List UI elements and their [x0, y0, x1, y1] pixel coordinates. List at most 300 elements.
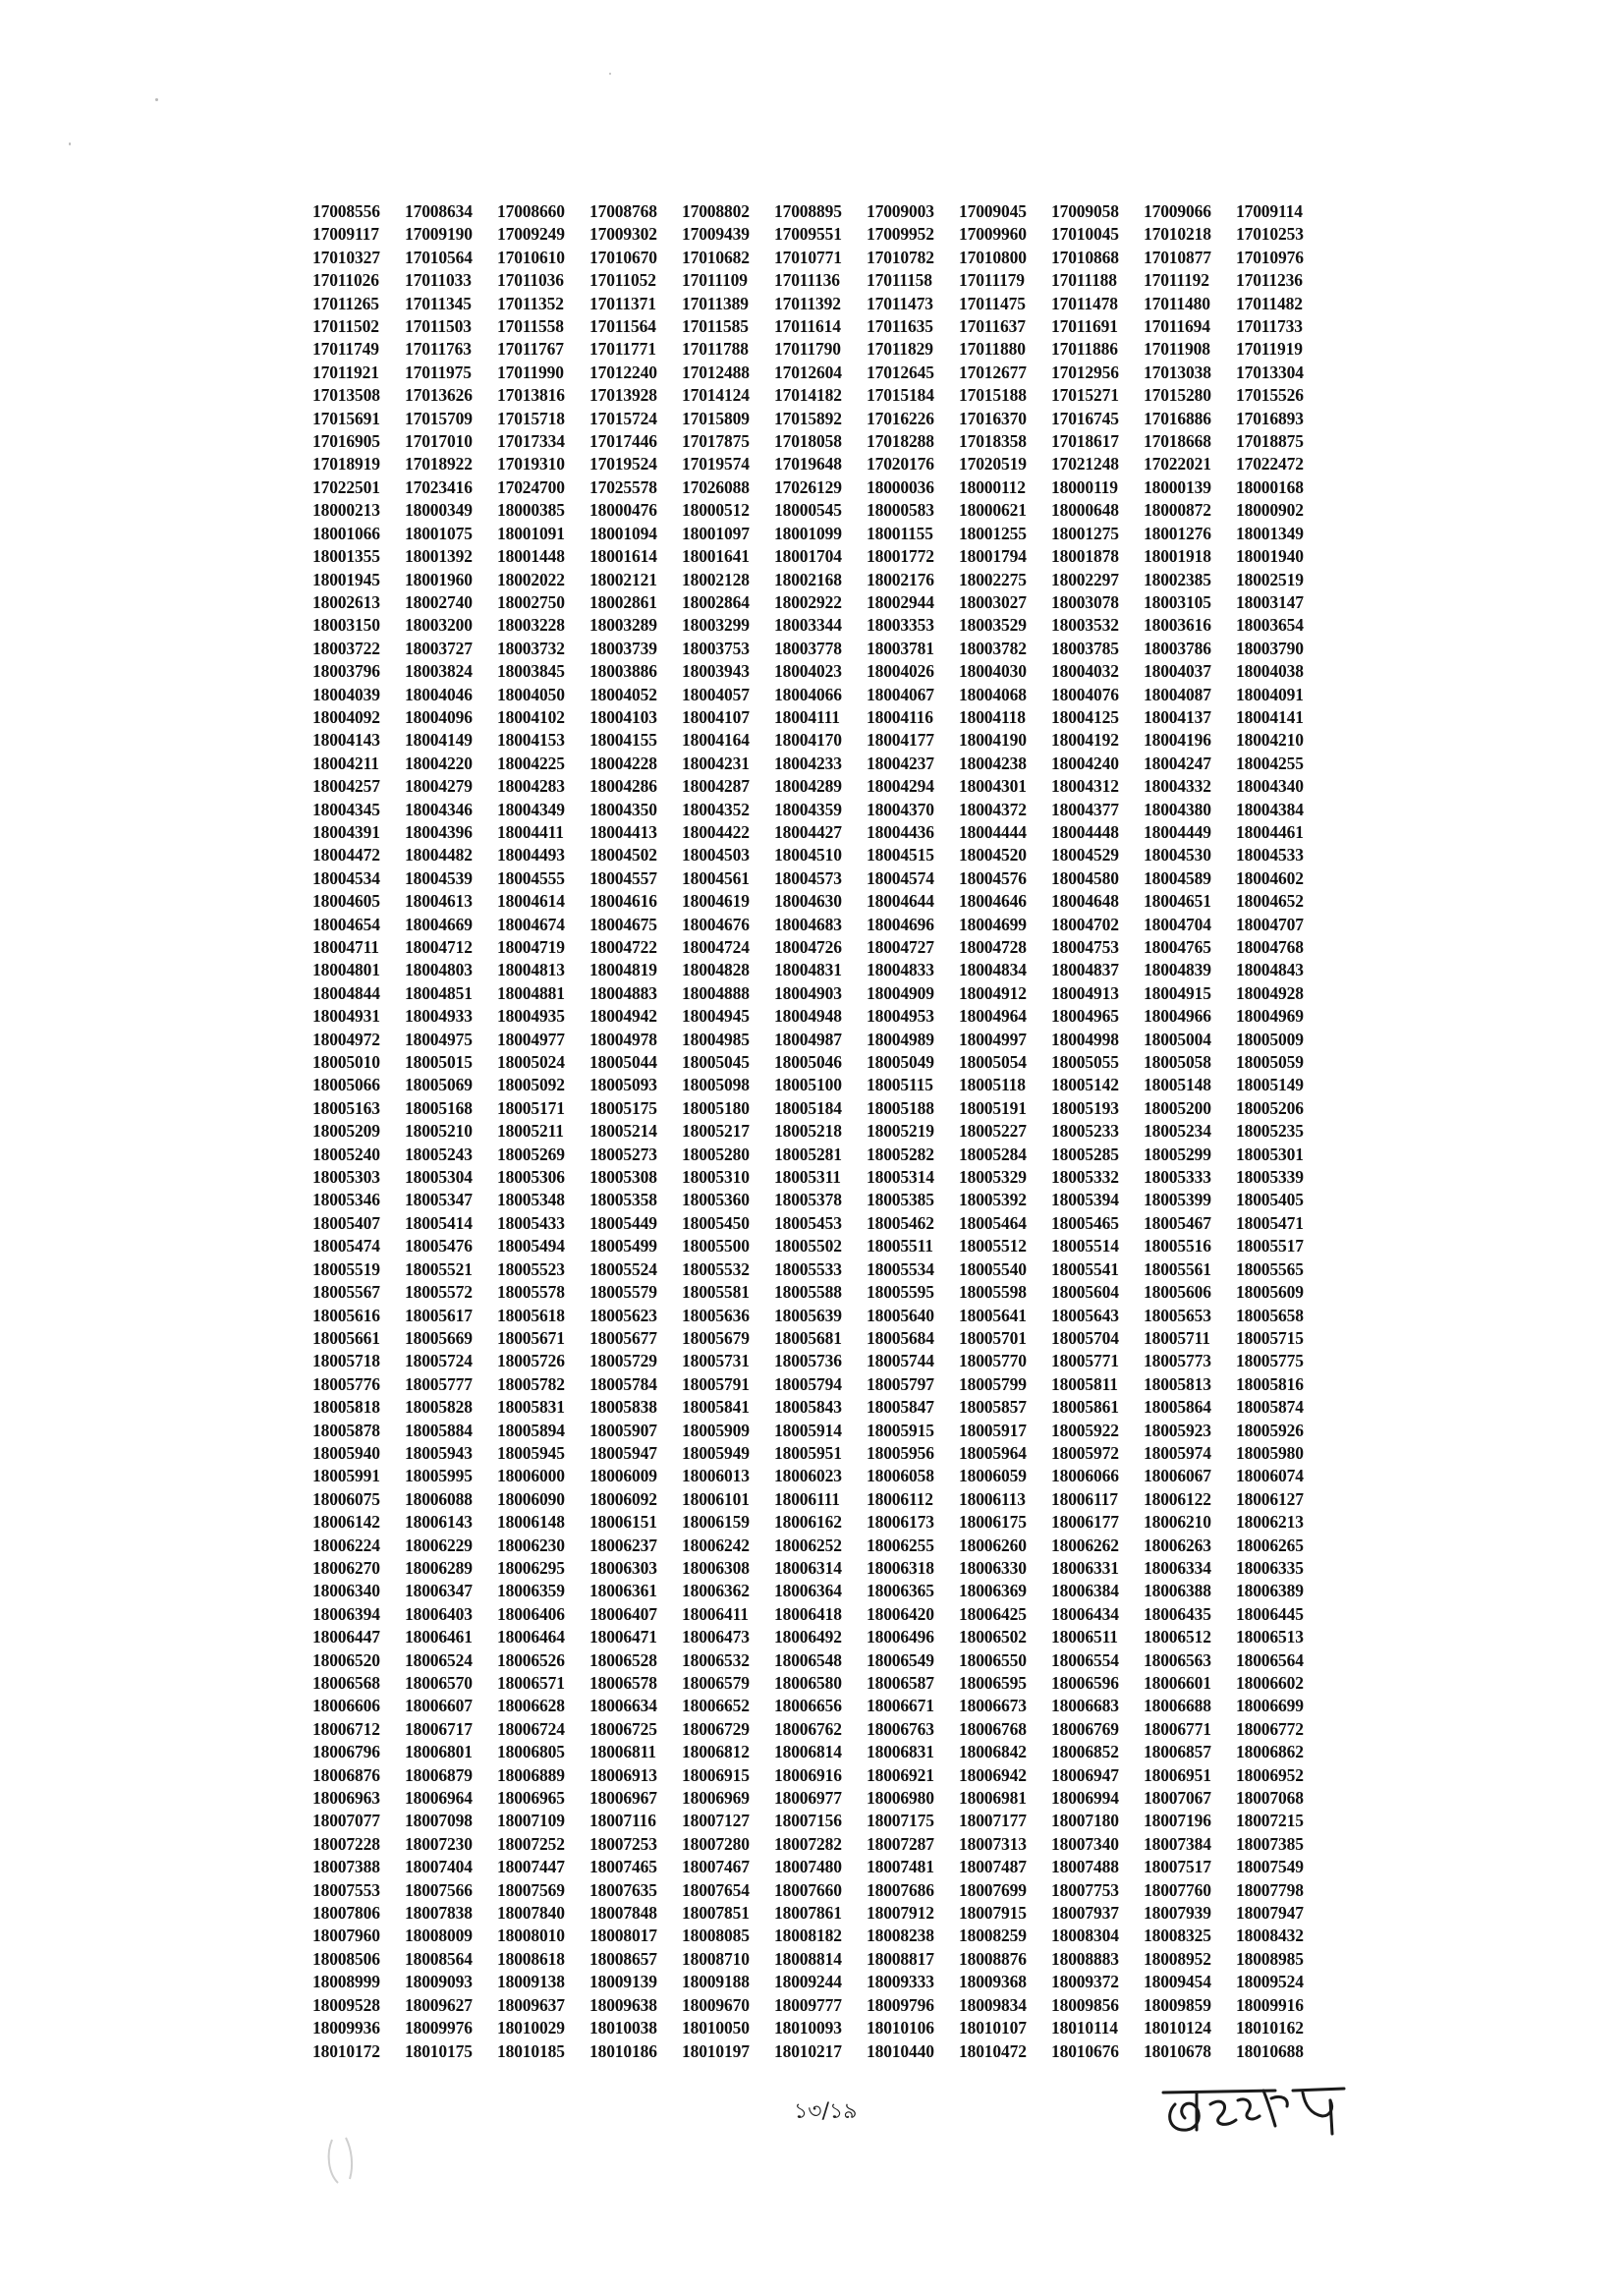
roll-number-cell: 17009045 [959, 201, 1027, 221]
table-row [312, 1948, 1328, 1971]
roll-number-cell: 18001255 [959, 523, 1027, 543]
roll-number-cell: 18004948 [774, 1006, 842, 1027]
roll-number-cell: 18007388 [312, 1857, 380, 1877]
roll-number-cell: 17009960 [959, 224, 1027, 245]
roll-number-cell: 18006812 [682, 1742, 750, 1762]
roll-number-cell: 18004380 [1144, 799, 1211, 819]
roll-number-cell: 18006461 [405, 1627, 473, 1647]
roll-number-cell: 18005210 [405, 1121, 473, 1142]
roll-number-cell: 18003289 [589, 615, 657, 636]
roll-number-cell: 18004066 [774, 684, 842, 704]
roll-number-cell: 18005243 [405, 1144, 473, 1164]
roll-number-cell: 18005233 [1051, 1121, 1119, 1142]
roll-number-cell: 18005616 [312, 1305, 380, 1325]
roll-number-cell: 17009302 [589, 224, 657, 245]
table-row [312, 2017, 1328, 2039]
roll-number-cell: 18005512 [959, 1236, 1027, 1256]
roll-number-cell: 18004931 [312, 1006, 380, 1027]
roll-number-cell: 18008817 [867, 1948, 934, 1969]
roll-number-cell: 18005049 [867, 1052, 934, 1073]
roll-number-cell: 18007960 [312, 1926, 380, 1946]
roll-number-cell: 18007109 [497, 1811, 565, 1831]
roll-number-cell: 17009439 [682, 224, 750, 245]
roll-number-cell: 17011265 [312, 293, 379, 313]
roll-number-cell: 18004046 [405, 684, 473, 704]
roll-number-cell: 18005816 [1236, 1373, 1304, 1394]
roll-number-cell: 18007067 [1144, 1788, 1211, 1809]
roll-number-cell: 18004768 [1236, 937, 1304, 957]
roll-number-cell: 18007253 [589, 1833, 657, 1854]
table-row [312, 1097, 1328, 1120]
roll-number-cell: 18009638 [589, 1994, 657, 2015]
roll-number-cell: 18005514 [1051, 1236, 1119, 1256]
roll-number-cell: 17008802 [682, 201, 750, 221]
roll-number-cell: 18004828 [682, 960, 750, 980]
roll-number-cell: 18007127 [682, 1811, 750, 1831]
roll-number-cell: 18005282 [867, 1144, 934, 1164]
roll-number-cell: 18005639 [774, 1305, 842, 1325]
roll-number-cell: 18005450 [682, 1212, 750, 1233]
roll-number-cell: 18007287 [867, 1833, 934, 1854]
roll-number-cell: 18009916 [1236, 1994, 1304, 2015]
roll-number-cell: 18007553 [312, 1879, 380, 1900]
roll-number-cell: 18010114 [1051, 2018, 1118, 2038]
roll-number-cell: 18004654 [312, 914, 380, 934]
roll-number-cell: 18006330 [959, 1557, 1027, 1578]
roll-number-cell: 18004529 [1051, 845, 1119, 865]
roll-number-cell: 18008010 [497, 1926, 565, 1946]
roll-number-cell: 18006977 [774, 1788, 842, 1809]
table-row [312, 545, 1328, 568]
roll-number-cell: 18000168 [1236, 476, 1304, 497]
roll-number-cell: 18006502 [959, 1627, 1027, 1647]
roll-number-cell: 18010678 [1144, 2040, 1211, 2061]
roll-number-cell: 18003732 [497, 638, 565, 658]
roll-number-cell: 18005299 [1144, 1144, 1211, 1164]
roll-number-cell: 18004945 [682, 1006, 750, 1027]
roll-number-cell: 18007838 [405, 1903, 473, 1924]
roll-number-cell: 18009627 [405, 1994, 473, 2015]
table-row [312, 1488, 1328, 1511]
roll-number-cell: 18005394 [1051, 1190, 1119, 1210]
roll-number-table [312, 200, 1328, 2063]
table-row [312, 1695, 1328, 1717]
roll-number-cell: 18007252 [497, 1833, 565, 1854]
roll-number-cell: 18000119 [1051, 476, 1118, 497]
table-row [312, 706, 1328, 729]
table-row [312, 844, 1328, 866]
roll-number-cell: 18005180 [682, 1097, 750, 1118]
roll-number-cell: 17015724 [589, 408, 657, 428]
roll-number-cell: 18005731 [682, 1351, 750, 1371]
roll-number-cell: 18005857 [959, 1397, 1027, 1418]
roll-number-cell: 18006447 [312, 1627, 380, 1647]
roll-number-cell: 18009139 [589, 1972, 657, 1992]
roll-number-cell: 17011921 [312, 362, 379, 382]
roll-number-cell: 18006628 [497, 1696, 565, 1716]
roll-number-cell: 18008304 [1051, 1926, 1119, 1946]
table-row [312, 1465, 1328, 1487]
roll-number-cell: 17018288 [867, 431, 934, 452]
roll-number-cell: 18005945 [497, 1442, 565, 1463]
roll-number-cell: 18007313 [959, 1833, 1027, 1854]
roll-number-cell: 17011352 [497, 293, 564, 313]
roll-number-cell: 18005917 [959, 1420, 1027, 1440]
table-row [312, 982, 1328, 1005]
roll-number-cell: 18006512 [1144, 1627, 1211, 1647]
roll-number-cell: 18004196 [1144, 730, 1211, 751]
roll-number-cell: 18004472 [312, 845, 380, 865]
roll-number-cell: 18004023 [774, 661, 842, 682]
roll-number-cell: 17022472 [1236, 454, 1304, 475]
table-row [312, 293, 1328, 315]
roll-number-cell: 18004975 [405, 1029, 473, 1049]
roll-number-cell: 18004576 [959, 867, 1027, 888]
roll-number-cell: 18000872 [1144, 500, 1211, 521]
roll-number-cell: 18004533 [1236, 845, 1304, 865]
table-row [312, 1281, 1328, 1304]
roll-number-cell: 18004913 [1051, 982, 1119, 1003]
roll-number-cell: 18007760 [1144, 1879, 1211, 1900]
roll-number-cell: 18005671 [497, 1327, 565, 1348]
roll-number-cell: 17011480 [1144, 293, 1210, 313]
roll-number-cell: 18006570 [405, 1673, 473, 1693]
roll-number-cell: 18006074 [1236, 1466, 1304, 1486]
roll-number-cell: 18001275 [1051, 523, 1119, 543]
roll-number-cell: 18005782 [497, 1373, 565, 1394]
roll-number-cell: 17015271 [1051, 385, 1119, 406]
roll-number-cell: 18004057 [682, 684, 750, 704]
roll-number-cell: 18005004 [1144, 1029, 1211, 1049]
roll-number-cell: 18008009 [405, 1926, 473, 1946]
roll-number-cell: 17009117 [312, 224, 379, 245]
roll-number-cell: 18006237 [589, 1535, 657, 1555]
roll-number-cell: 18004644 [867, 891, 934, 912]
roll-number-cell: 18005588 [774, 1282, 842, 1303]
roll-number-cell: 18004843 [1236, 960, 1304, 980]
roll-number-cell: 18004312 [1051, 776, 1119, 797]
roll-number-cell: 18002613 [312, 591, 380, 612]
roll-number-cell: 18003786 [1144, 638, 1211, 658]
roll-number-cell: 18005311 [774, 1167, 841, 1188]
roll-number-cell: 17011788 [682, 339, 749, 360]
roll-number-cell: 17011371 [589, 293, 656, 313]
roll-number-cell: 18007806 [312, 1903, 380, 1924]
roll-number-cell: 18005098 [682, 1075, 750, 1095]
roll-number-cell: 18006772 [1236, 1718, 1304, 1739]
scan-speck [609, 73, 611, 75]
roll-number-cell: 18006265 [1236, 1535, 1304, 1555]
roll-number-cell: 18006000 [497, 1466, 565, 1486]
roll-number-cell: 18004985 [682, 1029, 750, 1049]
roll-number-cell: 18005956 [867, 1442, 934, 1463]
roll-number-cell: 18002864 [682, 591, 750, 612]
roll-number-cell: 18004883 [589, 982, 657, 1003]
roll-number-cell: 18003845 [497, 661, 565, 682]
table-row [312, 1235, 1328, 1257]
roll-number-cell: 18006229 [405, 1535, 473, 1555]
roll-number-cell: 17011585 [682, 316, 749, 337]
roll-number-cell: 18004837 [1051, 960, 1119, 980]
roll-number-cell: 18004255 [1236, 753, 1304, 773]
roll-number-cell: 18005797 [867, 1373, 934, 1394]
roll-number-cell: 17015280 [1144, 385, 1211, 406]
roll-number-cell: 18006526 [497, 1649, 565, 1670]
roll-number-cell: 18006712 [312, 1718, 380, 1739]
roll-number-cell: 18007939 [1144, 1903, 1211, 1924]
roll-number-cell: 18004616 [589, 891, 657, 912]
roll-number-cell: 18009936 [312, 2018, 380, 2038]
roll-number-cell: 18003796 [312, 661, 380, 682]
roll-number-cell: 18006771 [1144, 1718, 1211, 1739]
roll-number-cell: 17011345 [405, 293, 472, 313]
roll-number-cell: 18004448 [1051, 821, 1119, 842]
roll-number-cell: 18006964 [405, 1788, 473, 1809]
roll-number-cell: 18006550 [959, 1649, 1027, 1670]
roll-number-cell: 18004037 [1144, 661, 1211, 682]
roll-number-cell: 18006981 [959, 1788, 1027, 1809]
roll-number-cell: 18006634 [589, 1696, 657, 1716]
roll-number-cell: 18004969 [1236, 1006, 1304, 1027]
roll-number-cell: 18009244 [774, 1972, 842, 1992]
roll-number-cell: 18006471 [589, 1627, 657, 1647]
roll-number-cell: 18006308 [682, 1557, 750, 1578]
roll-number-cell: 18004026 [867, 661, 934, 682]
roll-number-cell: 18004164 [682, 730, 750, 751]
roll-number-cell: 18004966 [1144, 1006, 1211, 1027]
roll-number-cell: 18006255 [867, 1535, 934, 1555]
roll-number-cell: 18005211 [497, 1121, 564, 1142]
roll-number-cell: 18005579 [589, 1282, 657, 1303]
roll-number-cell: 18004231 [682, 753, 750, 773]
roll-number-cell: 18006406 [497, 1603, 565, 1624]
roll-number-cell: 18004652 [1236, 891, 1304, 912]
roll-number-cell: 17016886 [1144, 408, 1211, 428]
roll-number-cell: 17012956 [1051, 362, 1119, 382]
roll-number-cell: 18005045 [682, 1052, 750, 1073]
roll-number-cell: 18008985 [1236, 1948, 1304, 1969]
roll-number-cell: 18004283 [497, 776, 565, 797]
table-row [312, 200, 1328, 223]
roll-number-cell: 18005623 [589, 1305, 657, 1325]
roll-number-cell: 18003078 [1051, 591, 1119, 612]
roll-number-cell: 18005414 [405, 1212, 473, 1233]
roll-number-cell: 18007480 [774, 1857, 842, 1877]
roll-number-cell: 18005681 [774, 1327, 842, 1348]
roll-number-cell: 18006262 [1051, 1535, 1119, 1555]
roll-number-cell: 18005281 [774, 1144, 842, 1164]
table-row [312, 1856, 1328, 1878]
roll-number-cell: 18004039 [312, 684, 380, 704]
roll-number-cell: 18004683 [774, 914, 842, 934]
roll-number-cell: 18006965 [497, 1788, 565, 1809]
roll-number-cell: 18006879 [405, 1764, 473, 1785]
roll-number-cell: 18005502 [774, 1236, 842, 1256]
roll-number-cell: 18009188 [682, 1972, 750, 1992]
roll-number-cell: 18010217 [774, 2040, 842, 2061]
roll-number-cell: 17016226 [867, 408, 934, 428]
roll-number-cell: 18004141 [1236, 706, 1304, 727]
roll-number-cell: 18004289 [774, 776, 842, 797]
table-row [312, 1166, 1328, 1189]
roll-number-cell: 18008182 [774, 1926, 842, 1946]
roll-number-cell: 18007848 [589, 1903, 657, 1924]
table-row [312, 338, 1328, 361]
roll-number-cell: 18005346 [312, 1190, 380, 1210]
roll-number-cell: 18004118 [959, 706, 1026, 727]
roll-number-cell: 18005677 [589, 1327, 657, 1348]
roll-number-cell: 18006142 [312, 1512, 380, 1533]
table-row [312, 821, 1328, 844]
roll-number-cell: 18005838 [589, 1397, 657, 1418]
roll-number-cell: 18004933 [405, 1006, 473, 1027]
roll-number-cell: 18010440 [867, 2040, 934, 2061]
roll-number-cell: 18005991 [312, 1466, 380, 1486]
roll-number-cell: 18007116 [589, 1811, 656, 1831]
roll-number-cell: 17010670 [589, 247, 657, 267]
roll-number-cell: 18001097 [682, 523, 750, 543]
roll-number-cell: 18005191 [959, 1097, 1027, 1118]
roll-number-cell: 18004346 [405, 799, 473, 819]
roll-number-cell: 18005894 [497, 1420, 565, 1440]
table-row [312, 247, 1328, 269]
roll-number-cell: 18004493 [497, 845, 565, 865]
roll-number-cell: 17013508 [312, 385, 380, 406]
table-row [312, 362, 1328, 384]
roll-number-cell: 18004515 [867, 845, 934, 865]
roll-number-cell: 18007467 [682, 1857, 750, 1877]
table-row [312, 430, 1328, 453]
roll-number-cell: 18008952 [1144, 1948, 1211, 1969]
roll-number-cell: 17011908 [1144, 339, 1210, 360]
roll-number-cell: 18002750 [497, 591, 565, 612]
table-row [312, 1420, 1328, 1442]
roll-number-cell: 17011771 [589, 339, 656, 360]
roll-number-cell: 18009796 [867, 1994, 934, 2015]
roll-number-cell: 18000349 [405, 500, 473, 521]
roll-number-cell: 18006359 [497, 1581, 565, 1601]
roll-number-cell: 17011179 [959, 270, 1025, 291]
roll-number-cell: 17018617 [1051, 431, 1119, 452]
roll-number-cell: 18004534 [312, 867, 380, 888]
roll-number-cell: 17022501 [312, 476, 380, 497]
roll-number-cell: 18005974 [1144, 1442, 1211, 1463]
roll-number-cell: 18006242 [682, 1535, 750, 1555]
roll-number-cell: 18005467 [1144, 1212, 1211, 1233]
roll-number-cell: 18006595 [959, 1673, 1027, 1693]
roll-number-cell: 18004953 [867, 1006, 934, 1027]
roll-number-cell: 17010253 [1236, 224, 1304, 245]
roll-number-cell: 17018058 [774, 431, 842, 452]
roll-number-cell: 18007068 [1236, 1788, 1304, 1809]
roll-number-cell: 18006548 [774, 1649, 842, 1670]
roll-number-cell: 18004888 [682, 982, 750, 1003]
roll-number-cell: 18005517 [1236, 1236, 1304, 1256]
roll-number-cell: 18004436 [867, 821, 934, 842]
roll-number-cell: 18006177 [1051, 1512, 1119, 1533]
roll-number-cell: 18007851 [682, 1903, 750, 1924]
table-row [312, 315, 1328, 338]
roll-number-cell: 18004155 [589, 730, 657, 751]
roll-number-cell: 18003353 [867, 615, 934, 636]
roll-number-cell: 18005736 [774, 1351, 842, 1371]
roll-number-cell: 18004177 [867, 730, 934, 751]
roll-number-cell: 18004350 [589, 799, 657, 819]
table-row [312, 1327, 1328, 1350]
roll-number-cell: 18005949 [682, 1442, 750, 1463]
roll-number-cell: 18010676 [1051, 2040, 1119, 2061]
roll-number-cell: 18005915 [867, 1420, 934, 1440]
roll-number-cell: 18009368 [959, 1972, 1027, 1992]
roll-number-cell: 18007156 [774, 1811, 842, 1831]
roll-number-cell: 18006762 [774, 1718, 842, 1739]
roll-number-cell: 18006601 [1144, 1673, 1211, 1693]
table-row [312, 1672, 1328, 1695]
roll-number-cell: 18002022 [497, 569, 565, 589]
roll-number-cell: 18003654 [1236, 615, 1304, 636]
roll-number-cell: 18006334 [1144, 1557, 1211, 1578]
roll-number-cell: 18007280 [682, 1833, 750, 1854]
roll-number-cell: 17011389 [682, 293, 749, 313]
roll-number-cell: 18006364 [774, 1581, 842, 1601]
roll-number-cell: 17011236 [1236, 270, 1303, 291]
roll-number-cell: 18005811 [1051, 1373, 1118, 1394]
roll-number-cell: 18007549 [1236, 1857, 1304, 1877]
roll-number-cell: 18010050 [682, 2018, 750, 2038]
roll-number-cell: 17025578 [589, 476, 657, 497]
roll-number-cell: 18004707 [1236, 914, 1304, 934]
roll-number-cell: 18005775 [1236, 1351, 1304, 1371]
roll-number-cell: 18004370 [867, 799, 934, 819]
table-row [312, 729, 1328, 752]
roll-number-cell: 18005565 [1236, 1258, 1304, 1279]
roll-number-cell: 18005940 [312, 1442, 380, 1463]
roll-number-cell: 18008999 [312, 1972, 380, 1992]
roll-number-cell: 18005726 [497, 1351, 565, 1371]
roll-number-cell: 18004977 [497, 1029, 565, 1049]
roll-number-cell: 18005069 [405, 1075, 473, 1095]
roll-number-cell: 18003147 [1236, 591, 1304, 612]
roll-number-cell: 18005943 [405, 1442, 473, 1463]
roll-number-cell: 18005474 [312, 1236, 380, 1256]
table-row [312, 1833, 1328, 1856]
roll-number-cell: 18005964 [959, 1442, 1027, 1463]
roll-number-cell: 17011192 [1144, 270, 1209, 291]
roll-number-cell: 17022021 [1144, 454, 1211, 475]
roll-number-cell: 18006994 [1051, 1788, 1119, 1809]
roll-number-cell: 18005640 [867, 1305, 934, 1325]
roll-number-cell: 18005791 [682, 1373, 750, 1394]
roll-number-cell: 18004240 [1051, 753, 1119, 773]
roll-number-cell: 17011763 [405, 339, 472, 360]
roll-number-cell: 18005831 [497, 1397, 565, 1418]
roll-number-cell: 18007487 [959, 1857, 1027, 1877]
roll-number-cell: 18004332 [1144, 776, 1211, 797]
roll-number-cell: 18005500 [682, 1236, 750, 1256]
roll-number-cell: 17011975 [405, 362, 472, 382]
table-row [312, 1258, 1328, 1281]
roll-number-cell: 18008564 [405, 1948, 473, 1969]
roll-number-cell: 17026129 [774, 476, 842, 497]
roll-number-cell: 18004340 [1236, 776, 1304, 797]
roll-number-cell: 18007098 [405, 1811, 473, 1831]
roll-number-cell: 18005218 [774, 1121, 842, 1142]
roll-number-cell: 17008768 [589, 201, 657, 221]
roll-number-cell: 18006796 [312, 1742, 380, 1762]
roll-number-cell: 18005864 [1144, 1397, 1211, 1418]
roll-number-cell: 18006951 [1144, 1764, 1211, 1785]
roll-number-cell: 18005314 [867, 1167, 934, 1188]
